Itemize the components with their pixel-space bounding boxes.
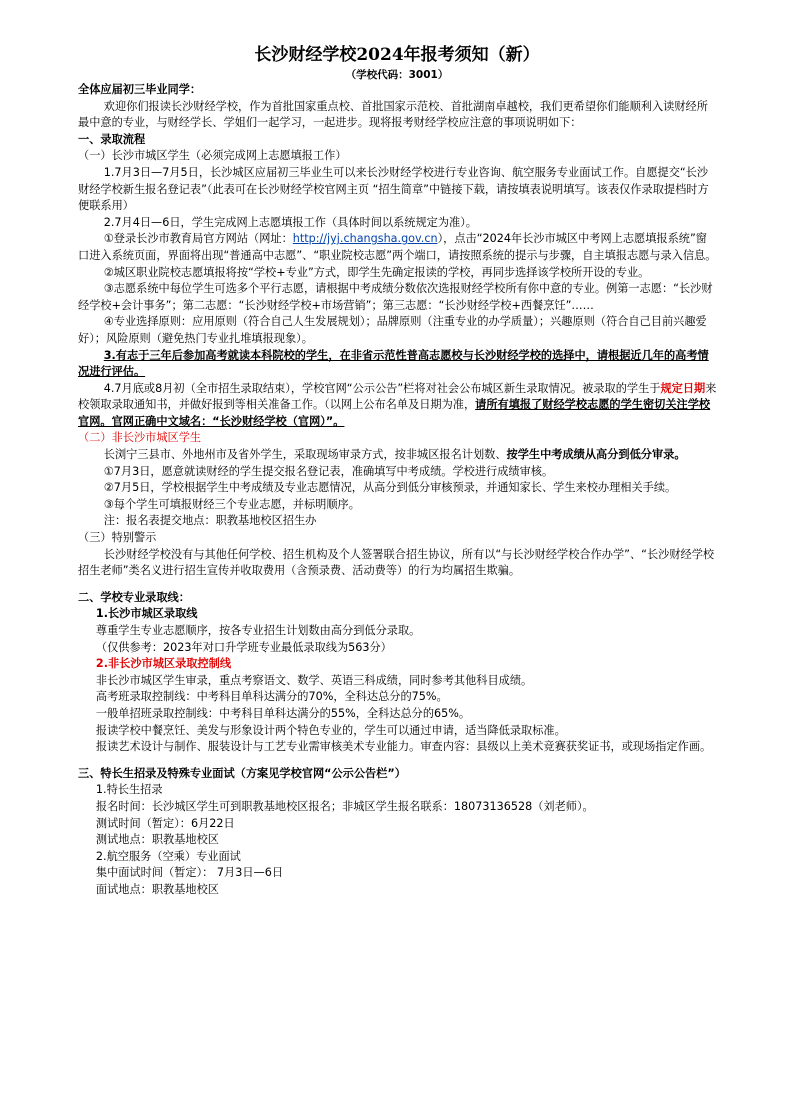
page-title: 长沙财经学校2024年报考须知（新） [254,45,540,65]
non-city-text-a: 长浏宁三县市、外地州市及省外学生，采取现场审录方式，按非城区报名计划数、 [103,448,507,462]
paragraph-1-3: 3.有志于三年后参加高考就读本科院校的学生，在非省示范性普高志愿校与长沙财经学校的选择中，请根据近几年的高考情况进行评估。 [78,348,709,379]
section-3-text-4: 集中面试时间（暂定）： 7月3日—6日 [95,866,284,880]
paragraph-1-4-text-a: 4.7月底或8月初（全市招生录取结束），学校官网“公示公告”栏将对社会公布城区新生录取情况。被录取的学生于 [103,381,661,395]
section-1-heading: 一、录取流程 [78,132,146,146]
step-1-text-b: ），点击“2024年长沙市城区中考网上志愿填报系统”窗口进入系统页面，界面将出现“普通高中志愿”、“职业院校志愿”两个端口，请按照系统的提示与步骤，自主填报志愿与录入信息。 [78,232,717,262]
section-2-text-3: 非长沙市城区学生审录，重点考察语文、数学、英语三科成绩，同时参考其他科目成绩。 [95,673,533,687]
paragraph-1-4-text-b: 来校领取录取通知书，并做好报到等相关准备工作。（以网上公布名单及日期为准， [78,381,717,412]
school-code: （学校代码：3001） [345,69,449,81]
section-2-text-1: 尊重学生专业志愿顺序，按各专业招生计划数由高分到低分录取。 [95,624,421,637]
paragraph-1-2-step-3: ③志愿系统中每位学生可选多个平行志愿，请根据中考成绩分数依次选报财经学校所有你中意的专业。例第一志愿：“长沙财经学校+会计事务”；第二志愿：“长沙财经学校+市场营销”；第三志愿：“长沙财经学校+西餐烹饪”…… [78,282,713,312]
section-2-heading: 二、学校专业录取线： [78,590,190,604]
section-3-text-1: 报名时间：长沙城区学生可到职教基地校区报名；非城区学生报名联系：18073136528（刘老师）。 [95,799,594,813]
non-city-text-b: 按学生中考成绩从高分到低分审录。 [506,448,686,462]
non-city-step-1: ①7月3日，愿意就读财经的学生提交报名登记表，准确填写中考成绩。学校进行成绩审核。 [103,464,554,478]
education-bureau-link[interactable]: http://jyj.changsha.gov.cn [292,232,438,246]
section-2-item-2: 2.非长沙市城区录取控制线 [95,657,232,671]
paragraph-1-2-step-1 [78,231,718,264]
section-2-item-1: 1.长沙市城区录取线 [95,607,198,621]
deadline-highlight: 规定日期 [660,381,706,395]
official-site-notice: 请所有填报了财经学校志愿的学生密切关注学校官网。官网正确中文域名：“长沙财经学校（官网）”。 [78,398,711,428]
section-2-text-5: 一般单招班录取控制线：中考科目单科达满分的55%，全科达总分的65%。 [95,706,471,720]
section-3-heading: 三、特长生招录及特殊专业面试（方案见学校官网“公示公告栏”） [78,766,406,780]
section-3-item-1: 1.特长生招录 [95,783,163,797]
section-2-text-2: （仅供参考：2023年对口升学班专业最低录取线为563分） [95,640,392,654]
warning-paragraph: 长沙财经学校没有与其他任何学校、招生机构及个人签署联合招生协议，所有以“与长沙财经学校合作办学”、“长沙财经学校招生老师”类名义进行招生宣传并收取费用（含预录费、活动费等）的行为均属招生欺骗。 [78,547,715,578]
non-city-step-3: ③每个学生可填报财经三个专业志愿，并标明顺序。 [103,497,360,511]
non-city-paragraph-1 [78,447,718,464]
paragraph-1-1: 1.7月3日—7月5日，长沙城区应届初三毕业生可以来长沙财经学校进行专业咨询、航空服务专业面试工作。自愿提交“长沙财经学校新生报名登记表”（此表可在长沙财经学校官网主页 “招生简章”中链接下载，请按填表说明填写。该表仅作录取提档时方便联系用） [78,165,709,213]
non-city-step-2: ②7月5日，学校根据学生中考成绩及专业志愿情况，从高分到低分审核预录，并通知家长、学生来校办理相关手续。 [103,481,677,495]
document-body [78,82,718,899]
paragraph-1-2: 2.7月4日—6日，学生完成网上志愿填报工作（具体时间以系统规定为准）。 [103,215,477,229]
intro-paragraph: 欢迎你们报读长沙财经学校，作为首批国家重点校、首批国家示范校、首批湖南卓越校，我们更希望你们能顺利入读财经所最中意的专业，与财经学长、学姐们一起学习，一起进步。现将报考财经学校应注意的事项说明如下： [78,99,708,130]
section-1-sub-1: （一）长沙市城区学生（必须完成网上志愿填报工作） [78,149,347,163]
section-3-item-2: 2.航空服务（空乘）专业面试 [95,849,241,863]
step-1-text-a: ①登录长沙市教育局官方网站（网址： [103,232,293,246]
greeting: 全体应届初三毕业同学： [78,83,202,96]
section-2-text-7: 报读艺术设计与制作、服装设计与工艺专业需审核美术专业能力。审查内容：县级以上美术竞赛获奖证书，或现场指定作画。 [95,740,712,754]
section-2-text-4: 高考班录取控制线：中考科目单科达满分的70%，全科达总分的75%。 [95,690,448,704]
paragraph-1-2-step-2: ②城区职业院校志愿填报将按“学校+专业”方式，即学生先确定报读的学校，再同步选择该学校所开设的专业。 [103,265,650,279]
section-3-text-2: 测试时间（暂定）：6月22日 [95,816,235,830]
section-1-sub-3: （三）特别警示 [78,531,157,545]
section-2-text-6: 报读学校中餐烹饪、美发与形象设计两个特色专业的，学生可以通过申请，适当降低录取标准。 [95,723,566,737]
section-1-sub-2: （二）非长沙市城区学生 [78,431,202,445]
paragraph-1-4 [78,381,718,431]
section-3-text-3: 测试地点：职教基地校区 [95,833,219,847]
non-city-note: 注：报名表提交地点：职教基地校区招生办 [103,514,317,528]
paragraph-1-2-step-4: ④专业选择原则：应用原则（符合自己人生发展规划）；品牌原则（注重专业的办学质量）；兴趣原则（符合自己目前兴趣爱好）；风险原则（避免热门专业扎堆填报现象）。 [78,315,707,345]
section-3-text-5: 面试地点：职教基地校区 [95,882,219,896]
